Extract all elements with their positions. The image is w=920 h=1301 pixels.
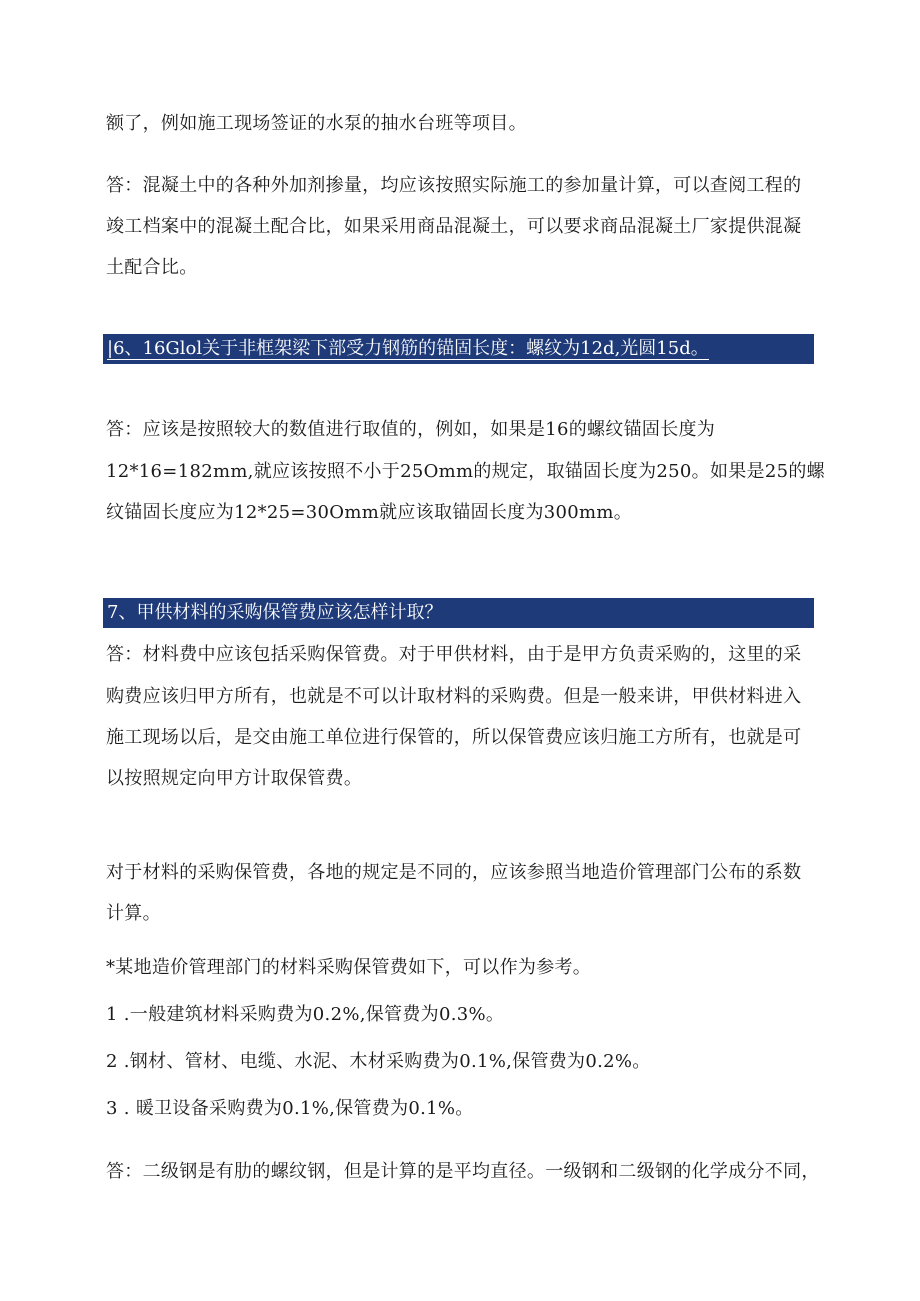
paragraph-line: 对于材料的采购保管费，各地的规定是不同的，应该参照当地造价管理部门公布的系数 [106,862,802,883]
paragraph-line: 计算。 [106,903,161,924]
list-item: 3 . 暖卫设备采购费为0.1%,保管费为0.1%。 [106,1098,474,1119]
list-item: 2 .钢材、管材、电缆、水泥、木材采购费为0.1%,保管费为0.2%。 [106,1051,651,1072]
paragraph-line: 购费应该归甲方所有，也就是不可以计取材料的采购费。但是一般来讲，甲供材料进入 [106,686,802,707]
section-heading-7 [103,598,814,628]
paragraph-line: 以按照规定向甲方计取保管费。 [106,768,363,789]
paragraph-line: *某地造价管理部门的材料采购保管费如下，可以作为参考。 [106,957,592,978]
paragraph-line: 施工现场以后，是交由施工单位进行保管的，所以保管费应该归施工方所有，也就是可 [106,727,802,748]
paragraph-line: 答：混凝土中的各种外加剂掺量，均应该按照实际施工的参加量计算，可以查阅工程的 [106,175,802,196]
paragraph-line: 答：二级钢是有肋的螺纹钢，但是计算的是平均直径。一级钢和二级钢的化学成分不同， [106,1161,820,1182]
list-item: 1 .一般建筑材料采购费为0.2%,保管费为0.3%。 [106,1004,505,1025]
paragraph-line: 答：材料费中应该包括采购保管费。对于甲供材料，由于是甲方负责采购的，这里的采 [106,644,802,665]
section-heading-6-text: |6、16Glol关于非框架梁下部受力钢筋的锚固长度：螺纹为12d,光圆15d。 [107,338,709,359]
paragraph-line: 12*16=182mm,就应该按照不小于25Omm的规定，取锚固长度为250。如果是25的螺 [106,461,825,482]
paragraph-line: 答：应该是按照较大的数值进行取值的，例如，如果是16的螺纹锚固长度为 [106,419,716,440]
section-heading-7-text: 7、甲供材料的采购保管费应该怎样计取？ [107,602,443,623]
paragraph-line: 额了，例如施工现场签证的水泵的抽水台班等项目。 [106,113,527,134]
paragraph-line: 竣工档案中的混凝土配合比，如果采用商品混凝土，可以要求商品混凝土厂家提供混凝 [106,216,802,237]
section-heading-6 [103,334,814,364]
paragraph-line: 土配合比。 [106,257,198,278]
paragraph-line: 纹锚固长度应为12*25=30Omm就应该取锚固长度为300mm。 [106,502,633,523]
